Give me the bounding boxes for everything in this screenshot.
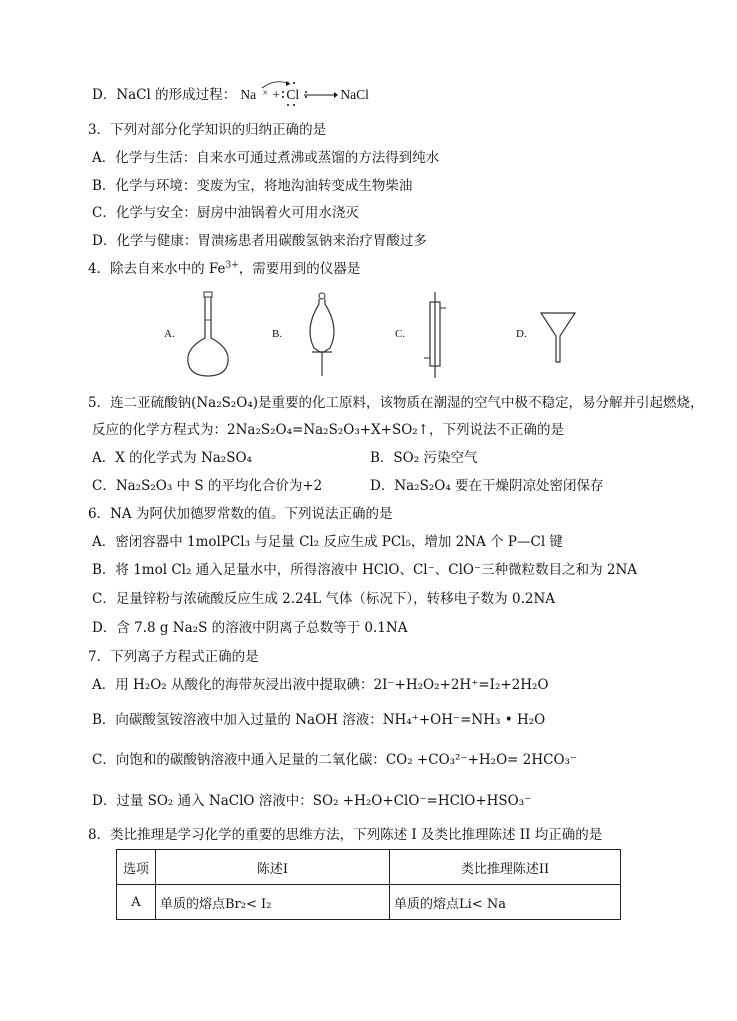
nacl-product: NaCl <box>340 87 369 102</box>
q2-option-d <box>92 86 390 104</box>
instrument-d <box>510 290 610 380</box>
instrument-b-label: B. <box>272 328 283 340</box>
q3-stem: 3．下列对部分化学知识的归纳正确的是 <box>88 122 327 138</box>
instrument-a-label: A. <box>164 328 175 340</box>
q8-table <box>116 849 621 920</box>
q8-stem: 8．类比推理是学习化学的重要的思维方法，下列陈述 I 及类比推理陈述 II 均正确的是 <box>88 827 603 843</box>
q4-stem <box>88 260 360 278</box>
q4-instruments <box>150 290 590 380</box>
na-symbol: Na <box>240 87 257 102</box>
q5-stem-line1: 5．连二亚硫酸钠(Na₂S₂O₄)是重要的化工原料，该物质在潮湿的空气中极不稳定，易分解并引起燃烧， <box>88 395 704 411</box>
q6-option-a: A．密闭容器中 1molPCl₃ 与足量 Cl₂ 反应生成 PCl₅，增加 2NA 个 P—Cl 键 <box>92 534 563 550</box>
table-cell-statement-1: 单质的熔点Br₂< I₂ <box>156 885 390 920</box>
table-cell-option: A <box>117 885 156 920</box>
nacl-formation-diagram <box>240 86 390 104</box>
q3-option-c: C．化学与安全：厨房中油锅着火可用水浇灭 <box>92 205 359 221</box>
q6-option-c: C．足量锌粉与浓硫酸反应生成 2.24L 气体（标况下），转移电子数为 0.2NA <box>92 591 556 607</box>
q4-stem-sup: 3+ <box>225 260 239 271</box>
q2-option-d-text: D．NaCl 的形成过程： <box>92 87 237 103</box>
instrument-a <box>150 290 250 380</box>
instrument-c <box>395 290 495 380</box>
cl-symbol: Cl <box>286 87 300 102</box>
instrument-b <box>270 290 370 380</box>
table-header-row <box>117 850 621 885</box>
q5-option-a: A．X 的化学式为 Na₂SO₄ <box>92 450 252 466</box>
table-row <box>117 885 621 920</box>
q6-stem: 6．NA 为阿伏加德罗常数的值。下列说法正确的是 <box>88 506 393 522</box>
q3-option-d: D．化学与健康：胃溃疡患者用碳酸氢钠来治疗胃酸过多 <box>92 233 427 249</box>
arrow-icon <box>304 90 338 100</box>
instrument-c-label: C. <box>395 328 406 340</box>
q7-stem: 7．下列离子方程式正确的是 <box>88 649 259 665</box>
plus-sign: + <box>272 87 281 102</box>
q5-option-d: D．Na₂S₂O₄ 要在干燥阴凉处密闭保存 <box>370 478 604 494</box>
q6-option-d: D．含 7.8 g Na₂S 的溶液中阴离子总数等于 0.1NA <box>92 620 408 636</box>
table-header-statement-1: 陈述I <box>156 850 390 885</box>
q4-stem-post: ，需要用到的仪器是 <box>238 261 361 277</box>
instrument-d-label: D. <box>516 328 527 340</box>
q5-option-b: B．SO₂ 污染空气 <box>370 450 478 466</box>
funnel-icon <box>538 308 578 368</box>
q5-option-c: C．Na₂S₂O₃ 中 S 的平均化合价为+2 <box>92 478 323 494</box>
q7-option-a: A．用 H₂O₂ 从酸化的海带灰浸出液中提取碘：2I⁻+H₂O₂+2H⁺=I₂+2H₂O <box>92 677 549 693</box>
q3-option-a: A．化学与生活：自来水可通过煮沸或蒸馏的方法得到纯水 <box>92 150 440 166</box>
q7-option-d: D．过量 SO₂ 通入 NaClO 溶液中：SO₂ +H₂O+ClO⁻=HClO+HSO₃⁻ <box>92 793 532 809</box>
table-header-option: 选项 <box>117 850 156 885</box>
condenser-icon <box>415 290 455 380</box>
q3-option-b: B．化学与环境：变废为宝，将地沟油转变成生物柴油 <box>92 178 413 194</box>
q5-stem-line2: 反应的化学方程式为：2Na₂S₂O₄=Na₂S₂O₃+X+SO₂↑，下列说法不正确的是 <box>92 422 564 438</box>
separatory-funnel-icon <box>292 290 352 380</box>
q4-stem-pre: 4．除去自来水中的 Fe <box>88 261 226 277</box>
electron-dot: × <box>262 88 269 99</box>
q6-option-b: B．将 1mol Cl₂ 通入足量水中，所得溶液中 HClO、Cl⁻、ClO⁻三种微粒数目之和为 2NA <box>92 562 638 578</box>
q7-option-b: B．向碳酸氢铵溶液中加入过量的 NaOH 溶液：NH₄⁺+OH⁻=NH₃ • H₂O <box>92 712 546 728</box>
volumetric-flask-icon <box>180 290 240 380</box>
q7-option-c: C．向饱和的碳酸钠溶液中通入足量的二氧化碳：CO₂ +CO₃²⁻+H₂O= 2HCO₃⁻ <box>92 752 578 768</box>
table-cell-statement-2: 单质的熔点Li< Na <box>390 885 621 920</box>
table-header-statement-2: 类比推理陈述II <box>390 850 621 885</box>
